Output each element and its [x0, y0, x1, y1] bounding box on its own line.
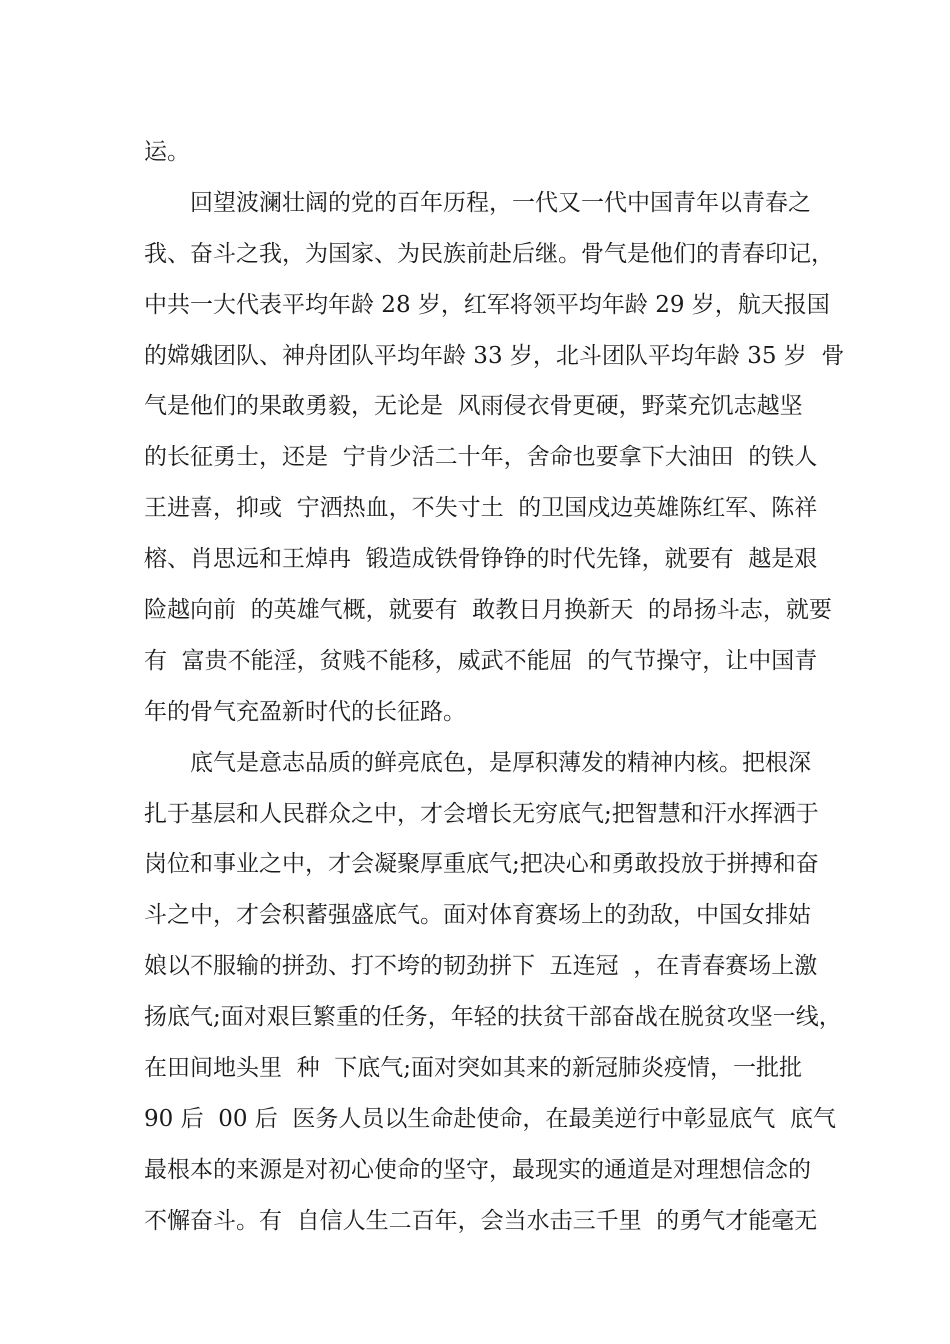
body-text — [144, 132, 845, 1252]
text-line: 回望波澜壮阔的党的百年历程，一代又一代中国青年以青春之 — [190, 189, 811, 216]
text-line: 中共一大代表平均年龄 28 岁，红军将领平均年龄 29 岁，航天报国 — [144, 291, 830, 318]
text-line: 榕、肖思远和王焯冉 锻造成铁骨铮铮的时代先锋，就要有 越是艰 — [144, 546, 818, 573]
text-line: 不懈奋斗。有 自信人生二百年，会当水击三千里 的勇气才能毫无 — [144, 1207, 818, 1234]
text-line: 在田间地头里 种 下底气;面对突如其来的新冠肺炎疫情，一批批 — [144, 1055, 802, 1082]
text-line: 扎于基层和人民群众之中，才会增长无穷底气;把智慧和汗水挥洒于 — [144, 800, 819, 827]
text-line: 斗之中，才会积蓄强盛底气。面对体育赛场上的劲敌，中国女排姑 — [144, 902, 811, 929]
text-line: 运。 — [144, 139, 190, 165]
text-line: 有 富贵不能淫，贫贱不能移，威武不能屈 的气节操守，让中国青 — [144, 647, 818, 674]
text-line: 我、奋斗之我，为国家、为民族前赴后继。骨气是他们的青春印记， — [144, 240, 834, 267]
text-line: 气是他们的果敢勇毅，无论是 风雨侵衣骨更硬，野菜充饥志越坚 — [144, 393, 803, 420]
text-line: 岗位和事业之中，才会凝聚厚重底气;把决心和勇敢投放于拼搏和奋 — [144, 851, 819, 878]
text-line: 的嫦娥团队、神舟团队平均年龄 33 岁，北斗团队平均年龄 35 岁 骨 — [144, 342, 845, 369]
text-line: 90 后 00 后 医务人员以生命赴使命，在最美逆行中彰显底气 底气 — [144, 1105, 837, 1132]
text-line: 扬底气;面对艰巨繁重的任务，年轻的扶贫干部奋战在脱贫攻坚一线， — [144, 1004, 842, 1031]
text-line: 最根本的来源是对初心使命的坚守，最现实的通道是对理想信念的 — [144, 1156, 811, 1183]
text-line: 娘以不服输的拼劲、打不垮的韧劲拼下 五连冠 ，在青春赛场上激 — [144, 953, 818, 980]
text-line: 王进喜，抑或 宁洒热血，不失寸土 的卫国戍边英雄陈红军、陈祥 — [144, 495, 818, 522]
text-line: 年的骨气充盈新时代的长征路。 — [144, 698, 466, 725]
text-line: 险越向前 的英雄气概，就要有 敢教日月换新天 的昂扬斗志，就要 — [144, 597, 832, 624]
text-line: 的长征勇士，还是 宁肯少活二十年，舍命也要拿下大油田 的铁人 — [144, 444, 818, 471]
text-line: 底气是意志品质的鲜亮底色，是厚积薄发的精神内核。把根深 — [190, 749, 811, 776]
